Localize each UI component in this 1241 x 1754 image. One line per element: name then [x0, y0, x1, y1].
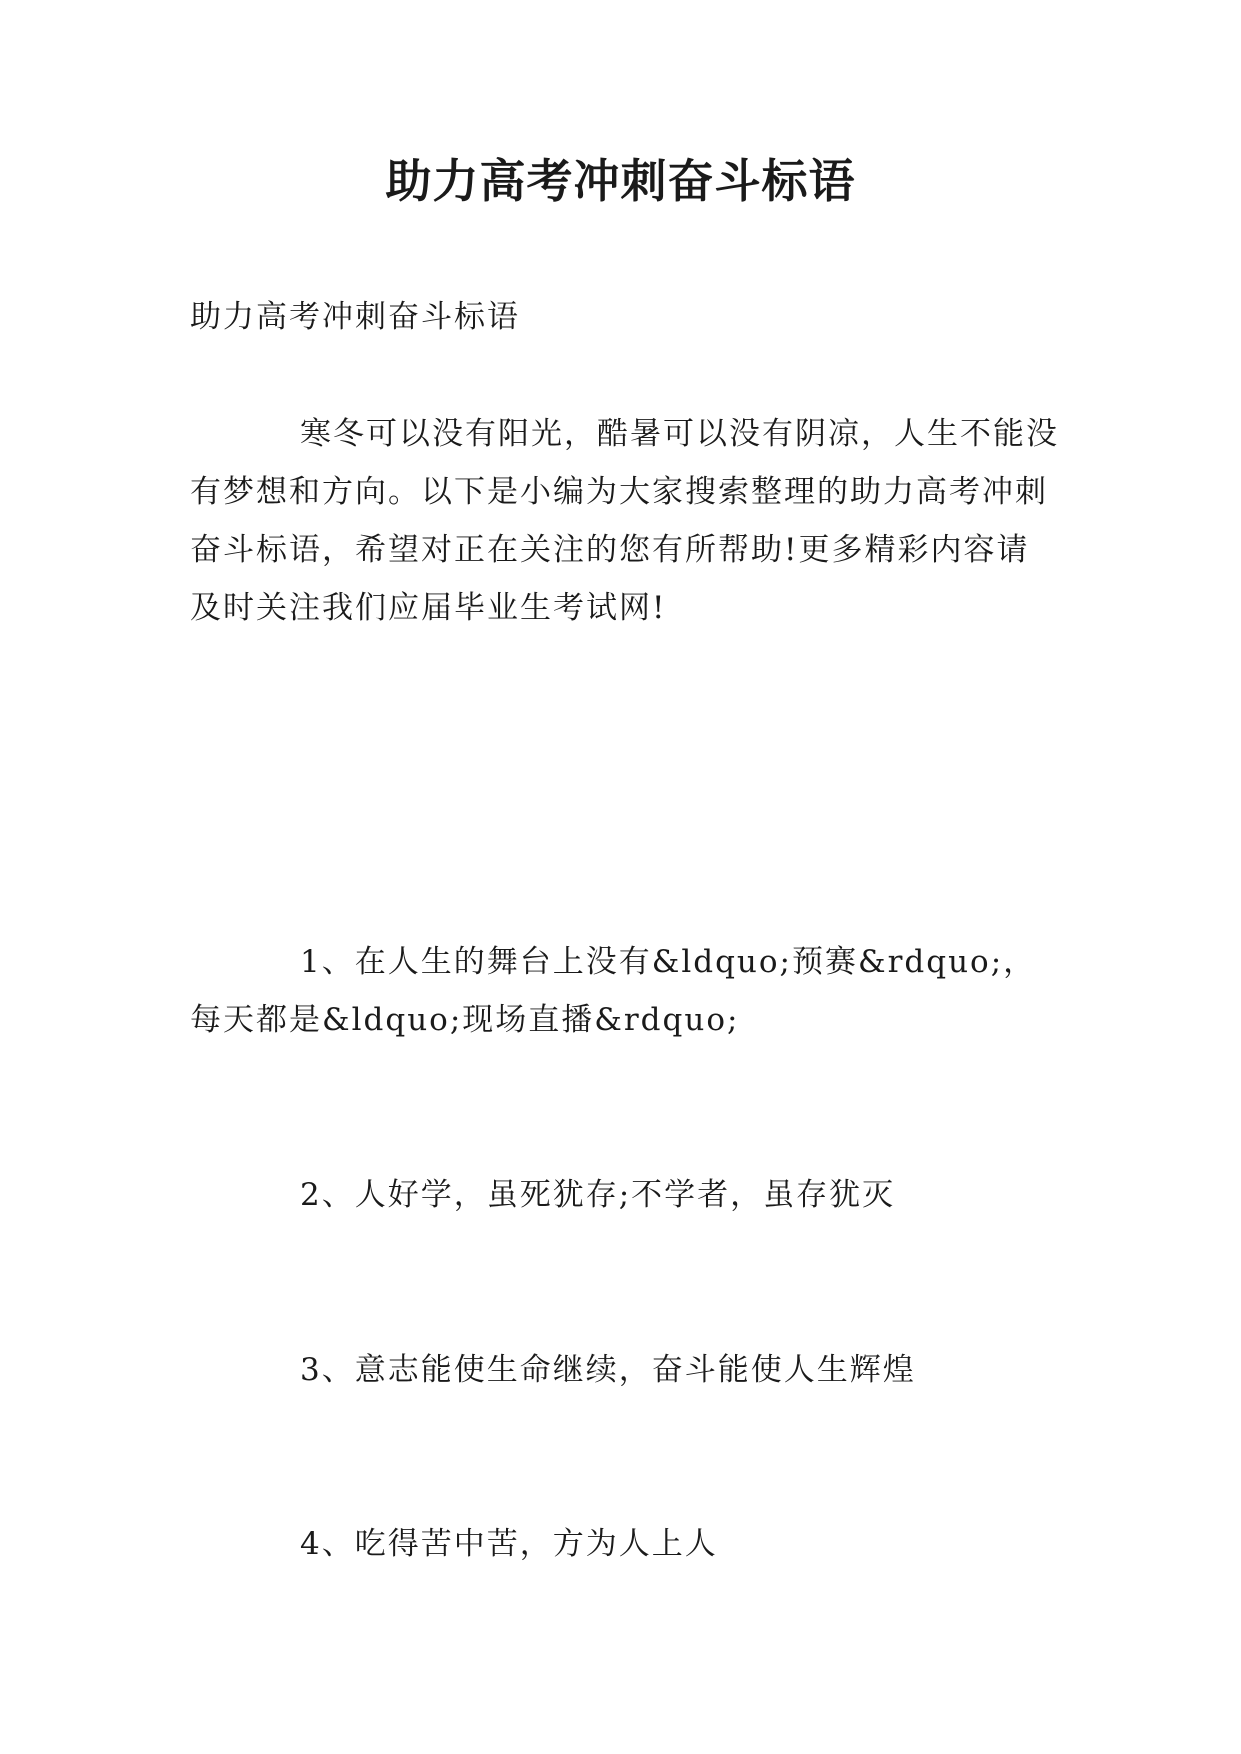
document-subtitle: 助力高考冲刺奋斗标语	[190, 299, 520, 335]
slogan-item-2: 2、人好学，虽死犹存;不学者，虽存犹灭	[300, 1177, 896, 1213]
page-title: 助力高考冲刺奋斗标语	[385, 154, 856, 208]
slogan-item-3: 3、意志能使生命继续，奋斗能使人生辉煌	[300, 1352, 916, 1388]
intro-paragraph: 寒冬可以没有阳光，酷暑可以没有阴凉，人生不能没有梦想和方向。以下是小编为大家搜索整理的助力高考冲刺奋斗标语，希望对正在关注的您有所帮助!更多精彩内容请及时关注我们应届毕业生考试网!	[190, 416, 1059, 626]
slogan-item-4: 4、吃得苦中苦，方为人上人	[300, 1526, 718, 1562]
slogan-item-1: 1、在人生的舞台上没有&ldquo;预赛&rdquo;，每天都是&ldquo;现场直播&rdquo;	[190, 944, 1037, 1038]
